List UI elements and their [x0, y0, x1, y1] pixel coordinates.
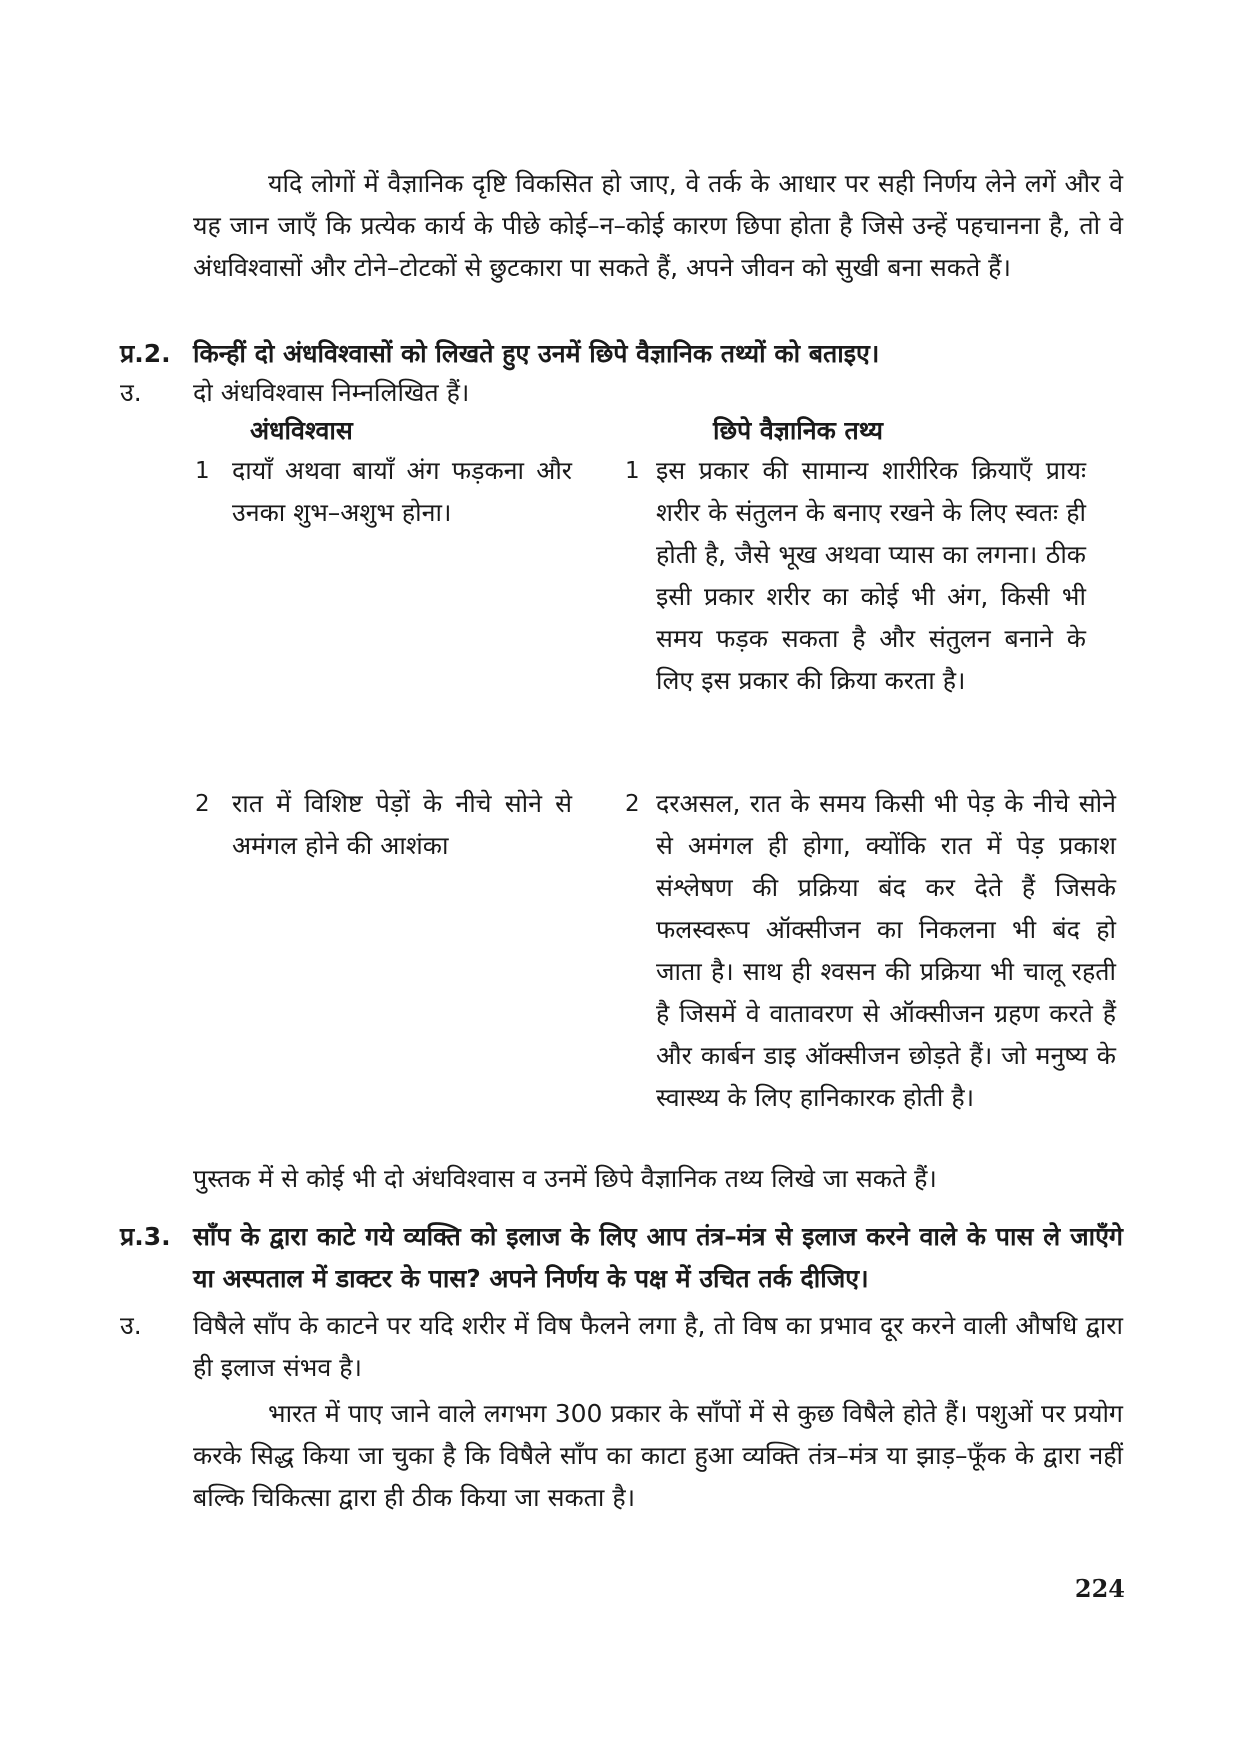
- question-3-number: प्र.3.: [120, 1222, 171, 1251]
- column-heading-scientific-fact: छिपे वैज्ञानिक तथ्य: [713, 416, 883, 445]
- answer-2-marker: उ.: [120, 378, 142, 407]
- answer-3-marker: उ.: [120, 1311, 142, 1340]
- fact-1-text: इस प्रकार की सामान्य शारीरिक क्रियाएँ प्रायः शरीर के संतुलन के बनाए रखने के लिए स्वतः ही होती है, जैसे भूख अथवा प्यास का लगना। ठीक इसी प्रकार शरीर का कोई भी अंग, किसी भी समय फड़क सकता है और संतुलन बनाने के लिए इस प्रकार की क्रिया करता है।: [656, 456, 1086, 695]
- answer-3-paragraph-2: भारत में पाए जाने वाले लगभग 300 प्रकार के साँपों में से कुछ विषैले होते हैं। पशुओं पर प्रयोग करके सिद्ध किया जा चुका है कि विषैले साँप का काटा हुआ व्यक्ति तंत्र–मंत्र या झाड़–फूँक के द्वारा नहीं बल्कि चिकित्सा द्वारा ही ठीक किया जा सकता है।: [193, 1399, 1123, 1512]
- question-2-text: किन्हीं दो अंधविश्वासों को लिखते हुए उनमें छिपे वैज्ञानिक तथ्यों को बताइए।: [193, 339, 880, 368]
- answer-3-text: विषैले साँप के काटने पर यदि शरीर में विष फैलने लगा है, तो विष का प्रभाव दूर करने वाली औषधि द्वारा ही इलाज संभव है।: [193, 1311, 1123, 1382]
- intro-paragraph: यदि लोगों में वैज्ञानिक दृष्टि विकसित हो जाए, वे तर्क के आधार पर सही निर्णय लेने लगें और वे यह जान जाएँ कि प्रत्येक कार्य के पीछे कोई–न–कोई कारण छिपा होता है जिसे उन्हें पहचानना है, तो वे अंधविश्वासों और टोने–टोटकों से छुटकारा पा सकते हैं, अपने जीवन को सुखी बना सकते हैं।: [193, 169, 1123, 282]
- superstition-1-text: दायाँ अथवा बायाँ अंग फड़कना और उनका शुभ–अशुभ होना।: [232, 456, 572, 527]
- question-3-text: साँप के द्वारा काटे गये व्यक्ति को इलाज के लिए आप तंत्र–मंत्र से इलाज करने वाले के पास ले जाएँगे या अस्पताल में डाक्टर के पास? अपने निर्णय के पक्ष में उचित तर्क दीजिए।: [193, 1222, 1123, 1293]
- superstition-2-text: रात में विशिष्ट पेड़ों के नीचे सोने से अमंगल होने की आशंका: [232, 789, 572, 860]
- page-number: 224: [1074, 1574, 1125, 1603]
- superstition-2-number: 2: [195, 791, 210, 817]
- answer-2-note: पुस्तक में से कोई भी दो अंधविश्वास व उनमें छिपे वैज्ञानिक तथ्य लिखे जा सकते हैं।: [193, 1164, 937, 1193]
- fact-2-text: दरअसल, रात के समय किसी भी पेड़ के नीचे सोने से अमंगल ही होगा, क्योंकि रात में पेड़ प्रकाश संश्लेषण की प्रक्रिया बंद कर देते हैं जिसके फलस्वरूप ऑक्सीजन का निकलना भी बंद हो जाता है। साथ ही श्वसन की प्रक्रिया भी चालू रहती है जिसमें वे वातावरण से ऑक्सीजन ग्रहण करते हैं और कार्बन डाइ ऑक्सीजन छोड़ते हैं। जो मनुष्य के स्वास्थ्य के लिए हानिकारक होती है।: [656, 789, 1116, 1112]
- column-heading-superstition: अंधविश्वास: [250, 416, 353, 445]
- question-2-number: प्र.2.: [120, 339, 171, 368]
- fact-1-number: 1: [625, 458, 640, 484]
- answer-2-intro: दो अंधविश्वास निम्नलिखित हैं।: [193, 378, 470, 407]
- superstition-1-number: 1: [195, 458, 210, 484]
- fact-2-number: 2: [625, 791, 640, 817]
